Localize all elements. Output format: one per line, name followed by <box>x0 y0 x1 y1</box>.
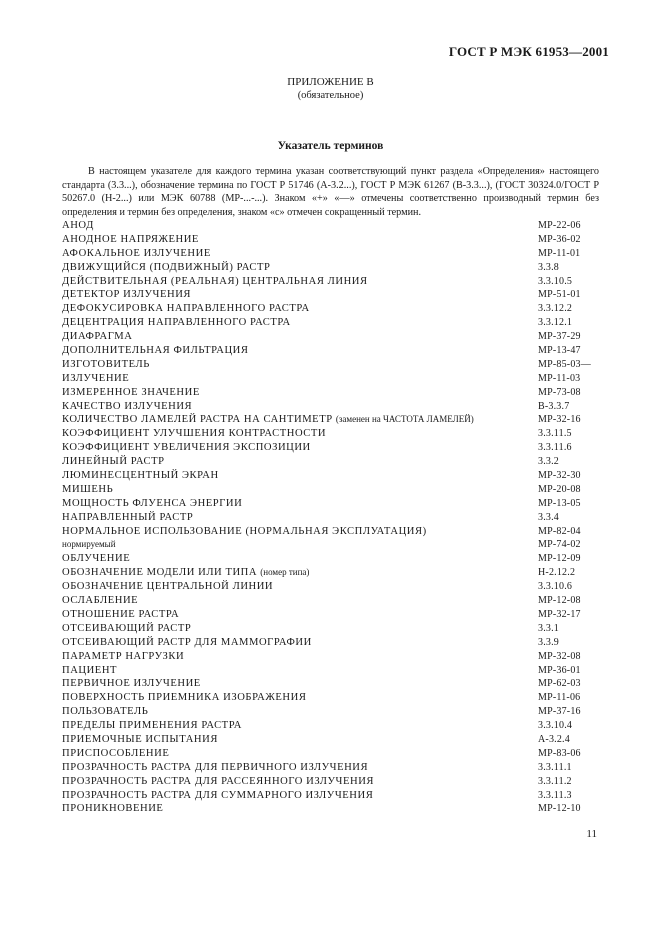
term-name-text: ПОВЕРХНОСТЬ ПРИЕМНИКА ИЗОБРАЖЕНИЯ <box>62 692 307 704</box>
term-row <box>62 316 602 330</box>
term-row <box>62 622 602 636</box>
term-row <box>62 275 602 289</box>
term-name <box>62 497 242 511</box>
term-reference: 3.3.10.4 <box>538 720 573 732</box>
term-reference: А-3.2.4 <box>538 733 570 745</box>
term-name-text: ИЗМЕРЕННОЕ ЗНАЧЕНИЕ <box>62 386 200 398</box>
term-row <box>62 358 602 372</box>
term-name-text: МИШЕНЬ <box>62 483 114 495</box>
term-name <box>62 400 192 414</box>
term-name-text: АНОД <box>62 220 94 231</box>
term-name <box>62 469 219 483</box>
standard-header: ГОСТ Р МЭК 61953—2001 <box>448 44 609 59</box>
term-note: (заменен на ЧАСТОТА ЛАМЕЛЕЙ) <box>335 414 474 425</box>
term-row <box>62 761 602 775</box>
term-reference: МР-32-08 <box>538 650 581 662</box>
term-name <box>62 566 309 580</box>
term-name <box>62 705 148 719</box>
term-name <box>62 789 373 803</box>
term-reference: Н-2.12.2 <box>538 567 576 579</box>
term-name-text: ПАРАМЕТР НАГРУЗКИ <box>62 650 185 662</box>
intro-paragraph: В настоящем указателе для каждого термина указан соответствующий пункт раздела «Определения» настоящего стандарта (3.3...), обозначение термина по ГОСТ Р 51746 (А-3.2...), ГОСТ Р МЭК 61267 (В-3.3...), (ГОСТ 30324.0/ГОСТ Р 50267.0 (Н-2...) или МЭК 60788 (МР-...-...). Знаком «+» «—» отмечены соответственно производный термин без определения и термин без определения, знаком «с» отмечен сокращенный термин. <box>62 166 599 219</box>
term-row <box>62 608 602 622</box>
term-reference: 3.3.11.2 <box>538 775 572 787</box>
term-row <box>62 789 602 803</box>
term-name <box>62 691 306 705</box>
term-row <box>62 511 602 525</box>
term-name <box>62 538 116 552</box>
term-row <box>62 455 602 469</box>
term-reference: 3.3.10.6 <box>538 581 573 593</box>
term-row <box>62 594 602 608</box>
term-name <box>62 636 312 650</box>
term-row <box>62 344 602 358</box>
term-row <box>62 650 602 664</box>
term-name-text: АНОДНОЕ НАПРЯЖЕНИЕ <box>62 233 199 245</box>
term-reference: МР-36-02 <box>538 233 581 245</box>
term-reference: МР-12-08 <box>538 595 581 607</box>
term-name <box>62 552 130 566</box>
term-name-text: ПРОНИКНОВЕНИЕ <box>62 803 164 815</box>
term-name-text: ОСЛАБЛЕНИЕ <box>62 595 139 607</box>
term-name-text: ПРОЗРАЧНОСТЬ РАСТРА ДЛЯ СУММАРНОГО ИЗЛУЧЕНИЯ <box>62 789 374 801</box>
term-reference: МР-32-30 <box>538 470 581 482</box>
term-name-text: ДИАФРАГМА <box>62 331 133 343</box>
term-reference: МР-83-06 <box>538 747 581 759</box>
term-name-text: ДЕЦЕНТРАЦИЯ НАПРАВЛЕННОГО РАСТРА <box>62 317 291 329</box>
term-name <box>62 525 427 539</box>
term-row <box>62 413 602 427</box>
term-name-text: ЛИНЕЙНЫЙ РАСТР <box>62 456 165 468</box>
term-row <box>62 525 602 539</box>
term-name-text: КОЛИЧЕСТВО ЛАМЕЛЕЙ РАСТРА НА САНТИМЕТР <box>62 414 333 426</box>
term-reference: 3.3.12.2 <box>538 303 573 315</box>
term-row <box>62 719 602 733</box>
term-name <box>62 330 132 344</box>
term-note: (номер типа) <box>260 567 310 578</box>
term-row <box>62 469 602 483</box>
term-reference: 3.3.4 <box>538 511 559 523</box>
term-row <box>62 233 602 247</box>
term-name <box>62 275 368 289</box>
term-reference: МР-85-03— <box>538 358 591 370</box>
term-reference: МР-12-10 <box>538 803 581 815</box>
term-reference: МР-62-03 <box>538 678 581 690</box>
term-name-text: ЛЮМИНЕСЦЕНТНЫЙ ЭКРАН <box>62 470 219 482</box>
term-reference: 3.3.11.6 <box>538 442 572 454</box>
term-name <box>62 288 191 302</box>
term-name-text: МОЩНОСТЬ ФЛУЕНСА ЭНЕРГИИ <box>62 497 243 509</box>
term-note: нормируемый <box>62 539 116 550</box>
term-row <box>62 288 602 302</box>
term-name <box>62 594 138 608</box>
term-name <box>62 233 199 247</box>
term-name-text: ОТСЕИВАЮЩИЙ РАСТР <box>62 622 192 634</box>
term-name <box>62 247 211 261</box>
term-row <box>62 302 602 316</box>
term-reference: МР-82-04 <box>538 525 581 537</box>
term-row <box>62 691 602 705</box>
term-reference: 3.3.8 <box>538 261 559 273</box>
term-row <box>62 538 602 552</box>
term-reference: МР-12-09 <box>538 553 581 565</box>
term-row <box>62 386 602 400</box>
term-row <box>62 552 602 566</box>
term-name-text: КОЭФФИЦИЕНТ УВЕЛИЧЕНИЯ ЭКСПОЗИЦИИ <box>62 442 311 454</box>
term-name-text: НАПРАВЛЕННЫЙ РАСТР <box>62 511 194 523</box>
term-name <box>62 664 117 678</box>
term-reference: МР-51-01 <box>538 289 581 301</box>
term-name <box>62 747 169 761</box>
term-name <box>62 372 129 386</box>
term-name <box>62 483 113 497</box>
term-name-text: ПОЛЬЗОВАТЕЛЬ <box>62 706 149 718</box>
term-row <box>62 747 602 761</box>
term-name <box>62 719 242 733</box>
term-reference: 3.3.10.5 <box>538 275 573 287</box>
term-name <box>62 316 291 330</box>
term-name-text: ПРИЕМОЧНЫЕ ИСПЫТАНИЯ <box>62 733 218 745</box>
term-reference: МР-11-01 <box>538 247 581 259</box>
term-row <box>62 427 602 441</box>
term-name-text: ОБОЗНАЧЕНИЕ ЦЕНТРАЛЬНОЙ ЛИНИИ <box>62 581 274 593</box>
term-name <box>62 677 201 691</box>
term-reference: 3.3.12.1 <box>538 317 573 329</box>
term-name <box>62 511 193 525</box>
term-name <box>62 427 326 441</box>
term-reference: МР-73-08 <box>538 386 581 398</box>
term-reference: МР-22-06 <box>538 220 581 231</box>
term-name <box>62 761 368 775</box>
term-reference: МР-11-06 <box>538 692 581 704</box>
term-row <box>62 261 602 275</box>
term-name <box>62 219 94 233</box>
term-name-text: ДВИЖУЩИЙСЯ (ПОДВИЖНЫЙ) РАСТР <box>62 261 271 273</box>
term-name <box>62 302 310 316</box>
term-row <box>62 677 602 691</box>
term-row <box>62 400 602 414</box>
term-name-text: ОТНОШЕНИЕ РАСТРА <box>62 608 180 620</box>
term-reference: МР-74-02 <box>538 539 581 551</box>
term-reference: 3.3.11.1 <box>538 761 572 773</box>
term-row <box>62 566 602 580</box>
term-reference: 3.3.9 <box>538 636 559 648</box>
term-name <box>62 580 273 594</box>
term-name <box>62 261 271 275</box>
term-row <box>62 372 602 386</box>
term-name-text: ОТСЕИВАЮЩИЙ РАСТР ДЛЯ МАММОГРАФИИ <box>62 636 312 648</box>
term-row <box>62 247 602 261</box>
term-row <box>62 483 602 497</box>
term-reference: МР-32-16 <box>538 414 581 426</box>
terms-list <box>62 219 602 816</box>
term-name-text: ПРИСПОСОБЛЕНИЕ <box>62 747 170 759</box>
appendix-subtitle: (обязательное) <box>297 90 364 101</box>
term-row <box>62 733 602 747</box>
term-name-text: ДЕТЕКТОР ИЗЛУЧЕНИЯ <box>62 289 192 301</box>
term-name-text: ДОПОЛНИТЕЛЬНАЯ ФИЛЬТРАЦИЯ <box>62 345 249 357</box>
appendix-title: ПРИЛОЖЕНИЕ В <box>287 76 374 88</box>
term-name <box>62 413 474 427</box>
term-name <box>62 650 184 664</box>
term-row <box>62 664 602 678</box>
term-row <box>62 580 602 594</box>
term-name <box>62 441 311 455</box>
term-name <box>62 775 374 789</box>
term-name <box>62 802 163 816</box>
term-name-text: ОБОЗНАЧЕНИЕ МОДЕЛИ ИЛИ ТИПА <box>62 567 258 579</box>
term-reference: МР-37-16 <box>538 706 581 718</box>
term-row <box>62 636 602 650</box>
term-reference: 3.3.11.3 <box>538 789 572 801</box>
term-name-text: ПЕРВИЧНОЕ ИЗЛУЧЕНИЕ <box>62 678 201 690</box>
term-reference: МР-13-05 <box>538 497 581 509</box>
term-name-text: ИЗЛУЧЕНИЕ <box>62 372 130 384</box>
term-name-text: ДЕЙСТВИТЕЛЬНАЯ (РЕАЛЬНАЯ) ЦЕНТРАЛЬНАЯ ЛИНИЯ <box>62 275 368 287</box>
term-name-text: ОБЛУЧЕНИЕ <box>62 553 131 565</box>
index-title: Указатель терминов <box>277 140 384 152</box>
term-name <box>62 455 165 469</box>
term-name-text: ПРОЗРАЧНОСТЬ РАСТРА ДЛЯ РАССЕЯННОГО ИЗЛУЧЕНИЯ <box>62 775 375 787</box>
term-reference: МР-20-08 <box>538 483 581 495</box>
term-row <box>62 497 602 511</box>
term-reference: МР-11-03 <box>538 372 581 384</box>
page-number: 11 <box>586 828 597 840</box>
term-name <box>62 344 249 358</box>
term-name-text: ПРОЗРАЧНОСТЬ РАСТРА ДЛЯ ПЕРВИЧНОГО ИЗЛУЧЕНИЯ <box>62 761 369 773</box>
term-name <box>62 733 218 747</box>
term-name <box>62 608 179 622</box>
term-reference: 3.3.1 <box>538 622 559 634</box>
term-reference: МР-32-17 <box>538 608 581 620</box>
term-name-text: КОЭФФИЦИЕНТ УЛУЧШЕНИЯ КОНТРАСТНОСТИ <box>62 428 327 440</box>
term-reference: 3.3.11.5 <box>538 428 572 440</box>
term-name-text: ИЗГОТОВИТЕЛЬ <box>62 358 150 370</box>
term-reference: 3.3.2 <box>538 456 559 468</box>
term-name-text: ДЕФОКУСИРОВКА НАПРАВЛЕННОГО РАСТРА <box>62 303 310 315</box>
term-row <box>62 330 602 344</box>
term-row <box>62 441 602 455</box>
term-reference: В-3.3.7 <box>538 400 570 412</box>
term-name-text: ПАЦИЕНТ <box>62 664 118 676</box>
term-row <box>62 705 602 719</box>
term-name-text: КАЧЕСТВО ИЗЛУЧЕНИЯ <box>62 400 193 412</box>
term-reference: МР-36-01 <box>538 664 581 676</box>
term-name <box>62 358 150 372</box>
term-name-text: ПРЕДЕЛЫ ПРИМЕНЕНИЯ РАСТРА <box>62 720 242 732</box>
term-reference: МР-13-47 <box>538 345 581 357</box>
term-name-text: НОРМАЛЬНОЕ ИСПОЛЬЗОВАНИЕ (НОРМАЛЬНАЯ ЭКСПЛУАТАЦИЯ) <box>62 525 427 537</box>
term-row <box>62 219 602 233</box>
term-name <box>62 386 200 400</box>
term-reference: МР-37-29 <box>538 331 581 343</box>
term-row <box>62 802 602 816</box>
term-row <box>62 775 602 789</box>
term-name <box>62 622 191 636</box>
term-name-text: АФОКАЛЬНОЕ ИЗЛУЧЕНИЕ <box>62 247 211 259</box>
